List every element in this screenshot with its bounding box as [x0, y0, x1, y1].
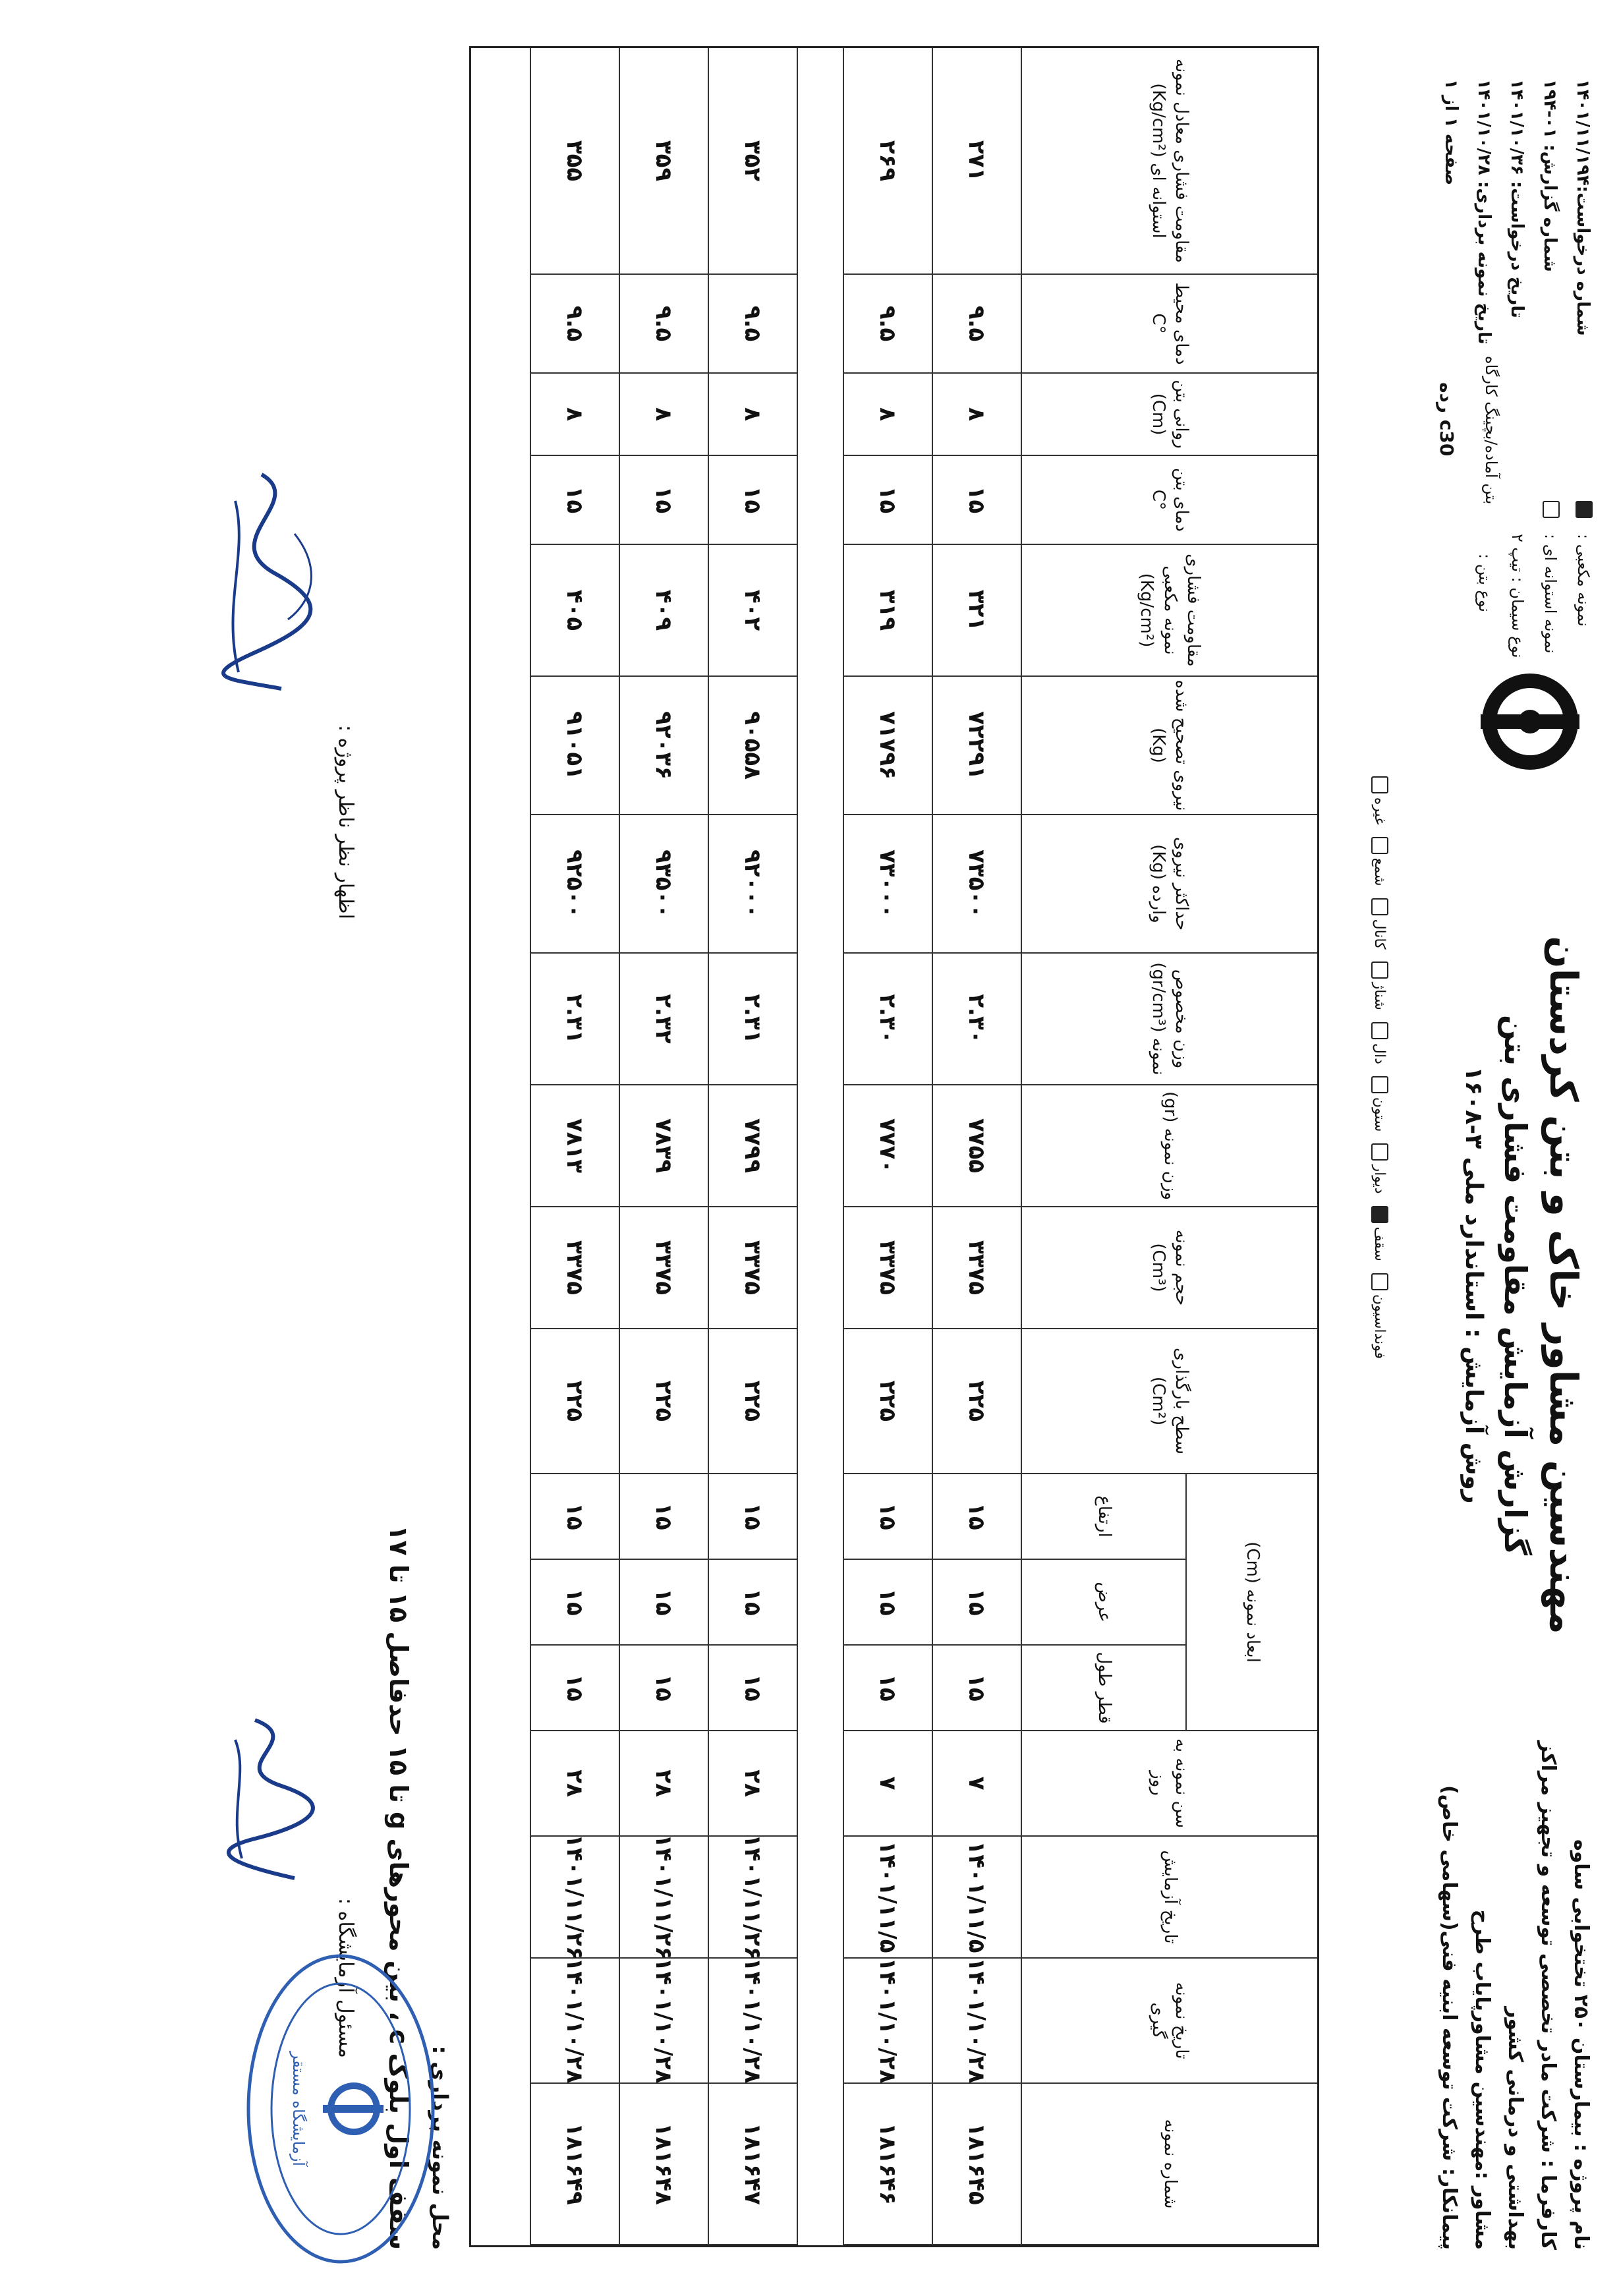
- concrete-type-label: نوع بتن :: [1475, 554, 1494, 612]
- column-header-11: حداکثر نیروی وارده (Kg): [1021, 815, 1317, 954]
- column-header-9: وزن نمونه (gr): [1021, 1085, 1317, 1207]
- table-cell: ۲.۳۱: [530, 954, 619, 1085]
- sampling-date: تاریخ نمونه برداری: ۱۴۰۱/۱۰/۲۸: [1474, 79, 1494, 345]
- table-cell: ۱۴۰۱/۱۱/۲۶: [530, 1837, 619, 1959]
- element-type-6[interactable]: [1371, 898, 1388, 950]
- table-cell: ۳۳۷۵: [843, 1207, 932, 1329]
- table-cell: ۱۵: [932, 1646, 1021, 1731]
- report-number: شماره گزارش: ۰۱-۱۹۴: [1540, 79, 1560, 272]
- column-header-16: دمای محیط °C: [1021, 275, 1317, 374]
- table-cell: ۹۲۵۰۰: [530, 815, 619, 954]
- table-cell: ۱۵: [530, 1560, 619, 1646]
- table-cell: ۹.۵: [619, 275, 708, 374]
- table-cell: ۷۳۵۰۰: [932, 815, 1021, 954]
- table-cell: ۱۸۱۶۴۹: [530, 2084, 619, 2245]
- table-cell: ۱۸۱۶۴۷: [708, 2084, 797, 2245]
- table-cell: ۱۸۱۶۴۶: [843, 2084, 932, 2245]
- column-header-6: ارتفاع: [1021, 1474, 1185, 1560]
- table-cell: ۸: [530, 374, 619, 456]
- table-cell: ۱۵: [843, 1560, 932, 1646]
- element-type-checkbox[interactable]: [1371, 1076, 1388, 1093]
- table-cell: ۳۱۹: [843, 545, 932, 677]
- request-number: شماره درخواست:۱۴۰۱/۱۱/۱۹۴: [1573, 79, 1593, 336]
- table-cell: ۹۱۰۵۱: [530, 677, 619, 815]
- table-cell: ۳۵۲: [708, 48, 797, 275]
- cube-checkbox[interactable]: [1573, 501, 1593, 518]
- request-date: تاریخ درخواست: ۱۴۰۱/۱۰/۳۶: [1507, 79, 1527, 318]
- test-method: روش آزمایش : استاندارد ملی ۳-۱۶۰۸: [1460, 1066, 1487, 1504]
- element-type-checkbox[interactable]: [1371, 898, 1388, 915]
- table-cell: ۱۸۱۶۴۸: [619, 2084, 708, 2245]
- column-header-7: سطح بارگذاری (Cm²): [1021, 1329, 1317, 1474]
- table-cell: ۳۵۵: [530, 48, 619, 275]
- table-cell: ۲۲۵: [932, 1329, 1021, 1474]
- element-type-label: کانال: [1371, 919, 1388, 950]
- table-cell: ۱۵: [530, 456, 619, 545]
- table-cell: ۷: [843, 1731, 932, 1837]
- element-type-label: سقف: [1371, 1226, 1388, 1261]
- element-type-label: ستون: [1371, 1097, 1388, 1132]
- table-cell: ۲۸: [708, 1731, 797, 1837]
- table-cell: ۹۲۰۳۶: [619, 677, 708, 815]
- column-header-3: سن نمونه به روز: [1021, 1731, 1317, 1837]
- element-type-4[interactable]: [1371, 1022, 1388, 1064]
- table-cell: ۱۵: [530, 1646, 619, 1731]
- lab-manager-label: مسئول آزمایشگاه :: [334, 1898, 357, 2058]
- table-cell: ۱۴۰۱/۱۰/۲۸: [530, 1959, 619, 2084]
- table-cell: ۹.۵: [932, 275, 1021, 374]
- table-cell: ۲.۳۱: [708, 954, 797, 1085]
- concrete-grade: رده c30: [1436, 382, 1458, 457]
- project-name: نام پروژه : بیمارستان ۲۵۰ تختخوابی ساوه: [1570, 1839, 1593, 2250]
- table-cell: ۲۸: [530, 1731, 619, 1837]
- table-cell: ۱۴۰۱/۱۰/۲۸: [619, 1959, 708, 2084]
- row-group-separator: [797, 48, 843, 2245]
- table-cell: ۱۴۰۱/۱۱/۵: [932, 1837, 1021, 1959]
- table-cell: ۹.۵: [530, 275, 619, 374]
- table-cell: ۴۰۲: [708, 545, 797, 677]
- table-cell: ۲۲۵: [530, 1329, 619, 1474]
- company-logo: [1481, 672, 1579, 771]
- cement-type: نوع سیمان : تیپ ۲: [1508, 534, 1527, 658]
- element-type-label: دال: [1371, 1043, 1388, 1064]
- table-cell: ۳۳۷۵: [530, 1207, 619, 1329]
- table-cell: ۱۵: [530, 1474, 619, 1560]
- table-cell: ۲۲۵: [708, 1329, 797, 1474]
- table-cell: ۱۸۱۶۴۵: [932, 2084, 1021, 2245]
- table-cell: ۲.۳۰: [932, 954, 1021, 1085]
- element-type-label: شناژ: [1371, 982, 1388, 1010]
- table-cell: ۲۲۵: [619, 1329, 708, 1474]
- table-cell: ۲۶۹: [843, 48, 932, 275]
- table-cell: ۱۴۰۱/۱۰/۲۸: [708, 1959, 797, 2084]
- table-cell: ۱۵: [708, 1560, 797, 1646]
- table-cell: ۷۷۷۰: [843, 1085, 932, 1207]
- table-cell: ۸: [932, 374, 1021, 456]
- table-cell: ۹۳۵۰۰: [619, 815, 708, 954]
- element-type-0[interactable]: [1371, 1273, 1388, 1359]
- sampling-location: سقف اول بلوک c ، بین محورهای g تا ۱۵ حدفاصل ۱۵ تا ۱۷: [384, 1525, 413, 2250]
- element-type-checkbox[interactable]: [1371, 1273, 1388, 1290]
- element-type-checkbox[interactable]: [1371, 961, 1388, 979]
- cube-sample-label: نمونه مکعبی :: [1574, 534, 1593, 627]
- table-cell: ۳۳۷۵: [932, 1207, 1021, 1329]
- table-cell: ۱۴۰۱/۱۰/۲۸: [932, 1959, 1021, 2084]
- element-type-1[interactable]: [1371, 1206, 1388, 1261]
- table-cell: ۱۵: [932, 456, 1021, 545]
- column-header-14: دمای بتن °C: [1021, 456, 1317, 545]
- table-cell: ۲.۳۰: [843, 954, 932, 1085]
- column-header-15: روانی بتن (Cm): [1021, 374, 1317, 456]
- report-title: گزارش آزمایش مقاومت فشاری بتن: [1498, 1014, 1533, 1556]
- table-cell: ۲۷۱: [932, 48, 1021, 275]
- table-cell: ۱۵: [708, 1474, 797, 1560]
- table-cell: ۷۳۰۰۰: [843, 815, 932, 954]
- element-type-7[interactable]: [1371, 837, 1388, 886]
- table-cell: ۱۵: [932, 1560, 1021, 1646]
- element-type-checkbox[interactable]: [1371, 1022, 1388, 1039]
- table-cell: ۱۴۰۱/۱۰/۲۸: [843, 1959, 932, 2084]
- table-cell: ۲.۳۲: [619, 954, 708, 1085]
- table-cell: ۹۰۵۵۸: [708, 677, 797, 815]
- column-header-12: نیروی تصحیح شده (Kg): [1021, 677, 1317, 815]
- table-cell: ۸: [843, 374, 932, 456]
- employer: کارفرما : شرکت مادر تخصصی توسعه و تجهیز مراکز: [1537, 1740, 1560, 2250]
- table-cell: ۷: [932, 1731, 1021, 1837]
- table-cell: ۱۵: [708, 1646, 797, 1731]
- table-cell: ۷۸۱۳: [530, 1085, 619, 1207]
- cylinder-sample-label: نمونه استوانه ای :: [1541, 534, 1560, 654]
- element-type-row: [1371, 573, 1388, 1562]
- table-cell: ۷۸۳۹: [619, 1085, 708, 1207]
- element-type-checkbox[interactable]: [1371, 1143, 1388, 1161]
- table-cell: ۱۵: [932, 1474, 1021, 1560]
- element-type-checkbox[interactable]: [1371, 837, 1388, 854]
- table-cell: ۹.۵: [843, 275, 932, 374]
- table-cell: ۱۵: [708, 456, 797, 545]
- table-cell: ۷۲۲۹۱: [932, 677, 1021, 815]
- table-cell: ۱۵: [843, 1646, 932, 1731]
- table-cell: ۱۵: [843, 1474, 932, 1560]
- element-type-label: فونداسیون: [1371, 1294, 1388, 1360]
- column-header-5: عرض: [1021, 1560, 1185, 1646]
- contractor: پیمانکار: شرکت توسعه ابنیه فنی(سهامی خاص): [1438, 1785, 1461, 2250]
- supervisor-signature: [189, 461, 334, 699]
- table-cell: ۱۵: [619, 1560, 708, 1646]
- element-type-checkbox[interactable]: [1371, 776, 1388, 793]
- element-type-5[interactable]: [1371, 961, 1388, 1010]
- element-type-3[interactable]: [1371, 1076, 1388, 1132]
- cylinder-checkbox[interactable]: [1540, 501, 1560, 518]
- element-type-label: دیوار: [1371, 1164, 1388, 1194]
- table-cell: ۷۷۹۹: [708, 1085, 797, 1207]
- element-type-8[interactable]: [1371, 776, 1388, 825]
- table-cell: ۸: [708, 374, 797, 456]
- element-type-label: غیره: [1371, 797, 1388, 825]
- sampling-place-label: محل نمونه برداری :: [428, 2046, 453, 2250]
- employer-line2: بهداشتی و درمانی کشور: [1504, 2007, 1527, 2250]
- column-header-4: قطر طول: [1021, 1646, 1185, 1731]
- page-number: صفحه ۱ از ۱: [1441, 79, 1461, 186]
- element-type-checkbox[interactable]: [1371, 1206, 1388, 1223]
- column-header-0: شماره نمونه: [1021, 2084, 1317, 2245]
- table-cell: ۱۴۰۱/۱۱/۲۶: [708, 1837, 797, 1959]
- column-header-8: حجم نمونه (Cm³): [1021, 1207, 1317, 1329]
- company-title: مهندسین مشاور خاک و بتن کردستان: [1541, 936, 1586, 1634]
- column-header-10: وزن مخصوص نمونه (gr/cm³): [1021, 954, 1317, 1085]
- results-table: [469, 46, 1319, 2247]
- table-cell: ۱۵: [619, 1646, 708, 1731]
- ready-mix-label: بتن آماده/بچینگ کارگاه: [1482, 356, 1500, 505]
- table-cell: ۳۳۷۵: [708, 1207, 797, 1329]
- consultant: مشاور :مهندسین مشاورپایاب طرح: [1471, 1909, 1494, 2250]
- element-type-label: شمع: [1371, 857, 1388, 886]
- stamp-text: آزمایشگاه مستقر: [289, 2051, 308, 2167]
- table-cell: ۳۵۹: [619, 48, 708, 275]
- column-header-2: تاریخ آزمایش: [1021, 1837, 1317, 1959]
- table-cell: ۱۵: [619, 456, 708, 545]
- table-cell: ۳۲۱: [932, 545, 1021, 677]
- table-cell: ۷۱۷۹۶: [843, 677, 932, 815]
- table-cell: ۹۲۰۰۰: [708, 815, 797, 954]
- element-type-2[interactable]: [1371, 1143, 1388, 1193]
- table-cell: ۸: [619, 374, 708, 456]
- table-cell: ۷۷۵۵: [932, 1085, 1021, 1207]
- table-cell: ۲۲۵: [843, 1329, 932, 1474]
- table-cell: ۱۴۰۱/۱۱/۲۶: [619, 1837, 708, 1959]
- table-cell: ۲۸: [619, 1731, 708, 1837]
- table-cell: ۱۵: [619, 1474, 708, 1560]
- table-cell: ۹.۵: [708, 275, 797, 374]
- lab-stamp: [242, 1951, 440, 2267]
- table-cell: ۴۰۹: [619, 545, 708, 677]
- lab-manager-signature: [202, 1713, 334, 1885]
- table-cell: ۱۵: [843, 456, 932, 545]
- dimensions-group-header: ابعاد نمونه (Cm): [1185, 1474, 1317, 1731]
- table-cell: ۴۰۵: [530, 545, 619, 677]
- supervisor-label: اظهار نظر ناظر پروژه :: [334, 725, 357, 919]
- column-header-1: تاریخ نمونه گیری: [1021, 1959, 1317, 2084]
- column-header-17: مقاومت فشاری معادل نمونه استوانه ای (Kg/cm²): [1021, 48, 1317, 275]
- table-cell: ۳۳۷۵: [619, 1207, 708, 1329]
- column-header-13: مقاومت فشاری نمونه مکعبی (Kg/cm²): [1021, 545, 1317, 677]
- table-cell: ۱۴۰۱/۱۱/۵: [843, 1837, 932, 1959]
